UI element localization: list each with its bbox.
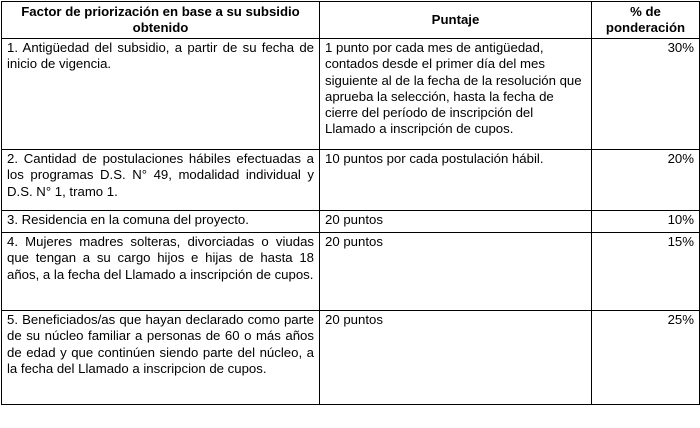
score-cell: 20 puntos [320,211,592,233]
header-score: Puntaje [320,2,592,39]
factor-cell: 3. Residencia en la comuna del proyecto. [2,211,320,233]
score-cell: 1 punto por cada mes de antigüedad, contados desde el primer día del mes siguiente al de la fecha de la resolución que aprueba la selección, hasta la fecha de cierre del período de inscripción del Llamado a inscripción de cupos. [320,39,592,150]
factor-cell: 4. Mujeres madres solteras, divorciadas o viudas que tengan a su cargo hijos e hijas de hasta 18 años, a la fecha del Llamado a inscripción de cupos. [2,233,320,311]
factor-cell: 1. Antigüedad del subsidio, a partir de su fecha de inicio de vigencia. [2,39,320,150]
table-header-row [2,2,700,39]
prioritization-table [1,1,700,405]
weight-cell: 25% [592,311,700,405]
table-row [2,211,700,233]
score-cell: 10 puntos por cada postulación hábil. [320,150,592,211]
weight-cell: 10% [592,211,700,233]
header-factor: Factor de priorización en base a su subsidio obtenido [2,2,320,39]
weight-cell: 15% [592,233,700,311]
score-cell: 20 puntos [320,233,592,311]
weight-cell: 20% [592,150,700,211]
weight-cell: 30% [592,39,700,150]
header-weight: % de ponderación [592,2,700,39]
score-cell: 20 puntos [320,311,592,405]
table-row [2,311,700,405]
factor-cell: 2. Cantidad de postulaciones hábiles efectuadas a los programas D.S. N° 49, modalidad individual y D.S. N° 1, tramo 1. [2,150,320,211]
table-row [2,39,700,150]
factor-cell: 5. Beneficiados/as que hayan declarado como parte de su núcleo familiar a personas de 60 o más años de edad y que continúen siendo parte del núcleo, a la fecha del Llamado a inscripcion de cupos. [2,311,320,405]
table-row [2,150,700,211]
table-row [2,233,700,311]
